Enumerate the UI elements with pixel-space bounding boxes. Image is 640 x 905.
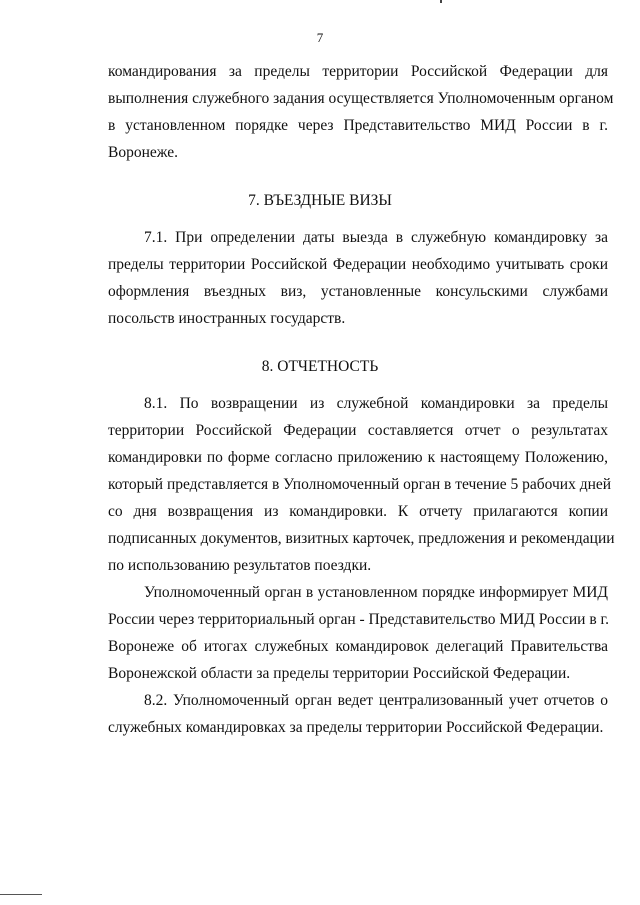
section-7-line: пределы территории Российской Федерации необходимо учитывать сроки [108, 256, 608, 273]
section-8-para1-line: по использованию результатов поездки. [108, 557, 372, 574]
section-7-heading: 7. ВЪЕЗДНЫЕ ВИЗЫ [248, 192, 392, 209]
page-number: 7 [316, 30, 324, 45]
section-7-line: посольств иностранных государств. [108, 310, 346, 327]
section-8-para2-line: Уполномоченный орган в установленном порядке информирует МИД [144, 584, 608, 601]
section-8-para1-line: командировки по форме согласно приложению к настоящему Положению, [108, 449, 608, 466]
intro-line: командирования за пределы территории Российской Федерации для [108, 63, 608, 80]
section-8-para2-line: Воронеже об итогах служебных командировок делегаций Правительства [108, 638, 608, 655]
section-8-heading: 8. ОТЧЕТНОСТЬ [261, 358, 379, 375]
scan-mark [440, 0, 442, 3]
section-8-para3-line: 8.2. Уполномоченный орган ведет централизованный учет отчетов о [144, 692, 608, 709]
section-7-line: оформления въездных виз, установленные консульскими службами [108, 283, 608, 300]
section-7-line: 7.1. При определении даты выезда в служебную командировку за [144, 229, 608, 246]
intro-line: Воронеже. [108, 144, 179, 161]
intro-line: выполнения служебного задания осуществляется Уполномоченным органом [108, 90, 614, 107]
section-8-para1-line: который представляется в Уполномоченный орган в течение 5 рабочих дней [108, 476, 612, 493]
section-8-para2-line: России через территориальный орган - Представительство МИД России в г. [108, 611, 610, 628]
section-8-para3-line: служебных командировках за пределы территории Российской Федерации. [108, 719, 604, 736]
section-8-para2-line: Воронежской области за пределы территории Российской Федерации. [108, 665, 571, 682]
intro-line: в установленном порядке через Представительство МИД России в г. [108, 117, 608, 134]
section-8-para1-line: 8.1. По возвращении из служебной командировки за пределы [144, 395, 608, 412]
section-8-para1-line: со дня возвращения из командировки. К отчету прилагаются копии [108, 503, 608, 520]
section-8-para1-line: территории Российской Федерации составляется отчет о результатах [108, 422, 608, 439]
section-8-para1-line: подписанных документов, визитных карточек, предложения и рекомендации [108, 530, 615, 547]
footer-rule [0, 894, 42, 895]
